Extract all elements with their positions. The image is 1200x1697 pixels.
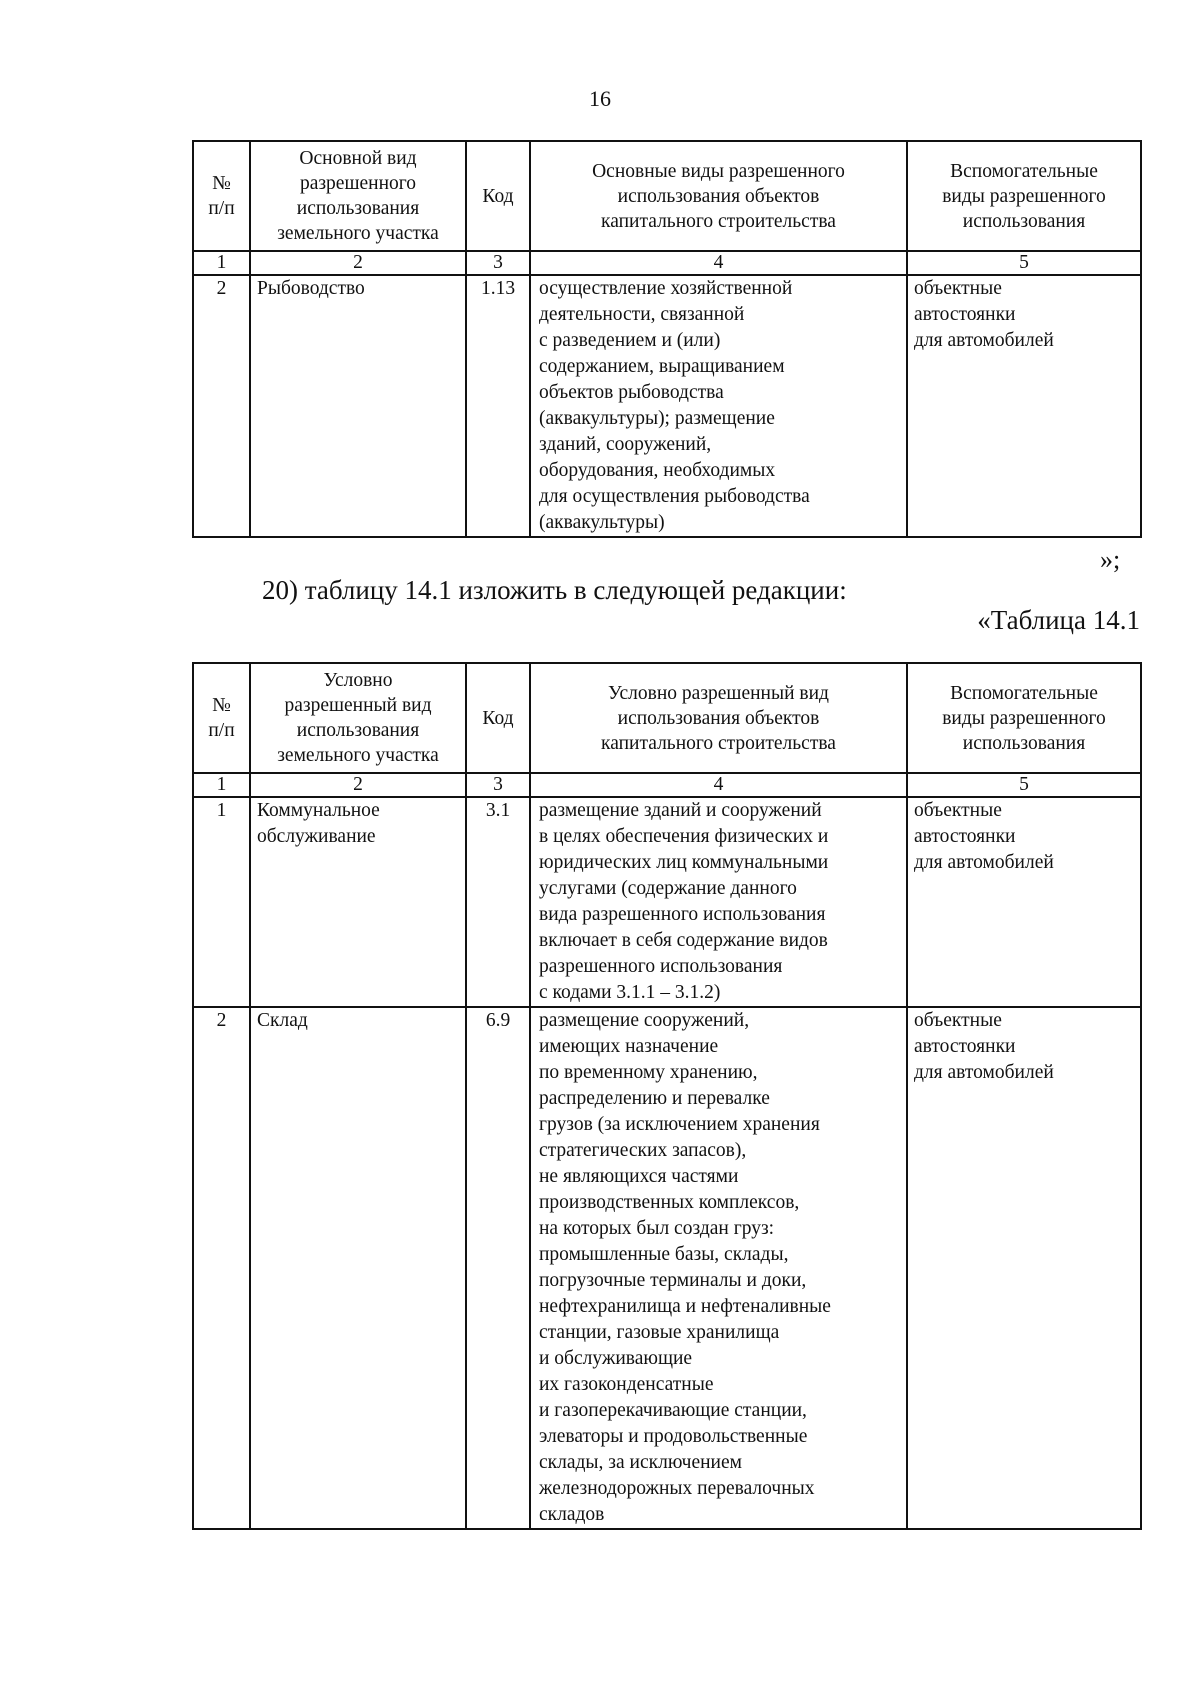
row-num: 2: [193, 1007, 250, 1529]
instruction-text: 20) таблицу 14.1 изложить в следующей редакции:: [262, 575, 847, 605]
table-row: [193, 1007, 1141, 1529]
header-capital: Условно разрешенный вид использования объектов капитального строительства: [530, 663, 907, 773]
table-caption: «Таблица 14.1: [977, 605, 1140, 635]
header-aux: Вспомогательные виды разрешенного использования: [907, 663, 1141, 773]
col-number: 4: [530, 773, 907, 797]
col-number: 5: [907, 251, 1141, 275]
header-code: Код: [466, 663, 530, 773]
header-code: Код: [466, 141, 530, 251]
header-main-type: Условно разрешенный вид использования земельного участка: [250, 663, 466, 773]
column-number-row: [193, 251, 1141, 275]
column-number-row: [193, 773, 1141, 797]
table-header-row: [193, 141, 1141, 251]
col-number: 3: [466, 251, 530, 275]
col-number: 2: [250, 773, 466, 797]
table-row: [193, 797, 1141, 1007]
col-number: 1: [193, 251, 250, 275]
row-capital: размещение сооружений, имеющих назначение по временному хранению, распределению и перевалке грузов (за исключением хранения стратегических запасов), не являющихся частями производственных комплексов, на которых был создан груз: промышленные базы, склады, погрузочные терминалы и доки, нефтехранилища и нефтеналивные станции, газовые хранилища и обслуживающие их газоконденсатные и газоперекачивающие станции, элеваторы и продовольственные склады, за исключением железнодорожных перевалочных складов: [530, 1007, 907, 1529]
header-num: № п/п: [193, 141, 250, 251]
col-number: 4: [530, 251, 907, 275]
row-num: 2: [193, 275, 250, 537]
row-aux: объектные автостоянки для автомобилей: [907, 1007, 1141, 1529]
row-type: Рыбоводство: [250, 275, 466, 537]
page-number: 16: [589, 86, 611, 111]
row-capital: осуществление хозяйственной деятельности, связанной с разведением и (или) содержанием, выращиванием объектов рыбоводства (аквакультуры); размещение зданий, сооружений, оборудования, необходимых для осуществления рыбоводства (аквакультуры): [530, 275, 907, 537]
header-num: № п/п: [193, 663, 250, 773]
header-main-type: Основной вид разрешенного использования земельного участка: [250, 141, 466, 251]
row-code: 1.13: [466, 275, 530, 537]
table-row: [193, 275, 1141, 537]
col-number: 3: [466, 773, 530, 797]
header-capital: Основные виды разрешенного использования объектов капитального строительства: [530, 141, 907, 251]
col-number: 2: [250, 251, 466, 275]
table-conditional-uses: [192, 662, 1142, 1530]
row-type: Коммунальное обслуживание: [250, 797, 466, 1007]
row-type: Склад: [250, 1007, 466, 1529]
closing-quote: »;: [1100, 545, 1121, 574]
row-code: 6.9: [466, 1007, 530, 1529]
col-number: 5: [907, 773, 1141, 797]
row-aux: объектные автостоянки для автомобилей: [907, 797, 1141, 1007]
table-main-permitted-uses: [192, 140, 1142, 538]
header-aux: Вспомогательные виды разрешенного использования: [907, 141, 1141, 251]
table-header-row: [193, 663, 1141, 773]
row-num: 1: [193, 797, 250, 1007]
col-number: 1: [193, 773, 250, 797]
row-code: 3.1: [466, 797, 530, 1007]
row-capital: размещение зданий и сооружений в целях обеспечения физических и юридических лиц коммунальными услугами (содержание данного вида разрешенного использования включает в себя содержание видов разрешенного использования с кодами 3.1.1 – 3.1.2): [530, 797, 907, 1007]
row-aux: объектные автостоянки для автомобилей: [907, 275, 1141, 537]
